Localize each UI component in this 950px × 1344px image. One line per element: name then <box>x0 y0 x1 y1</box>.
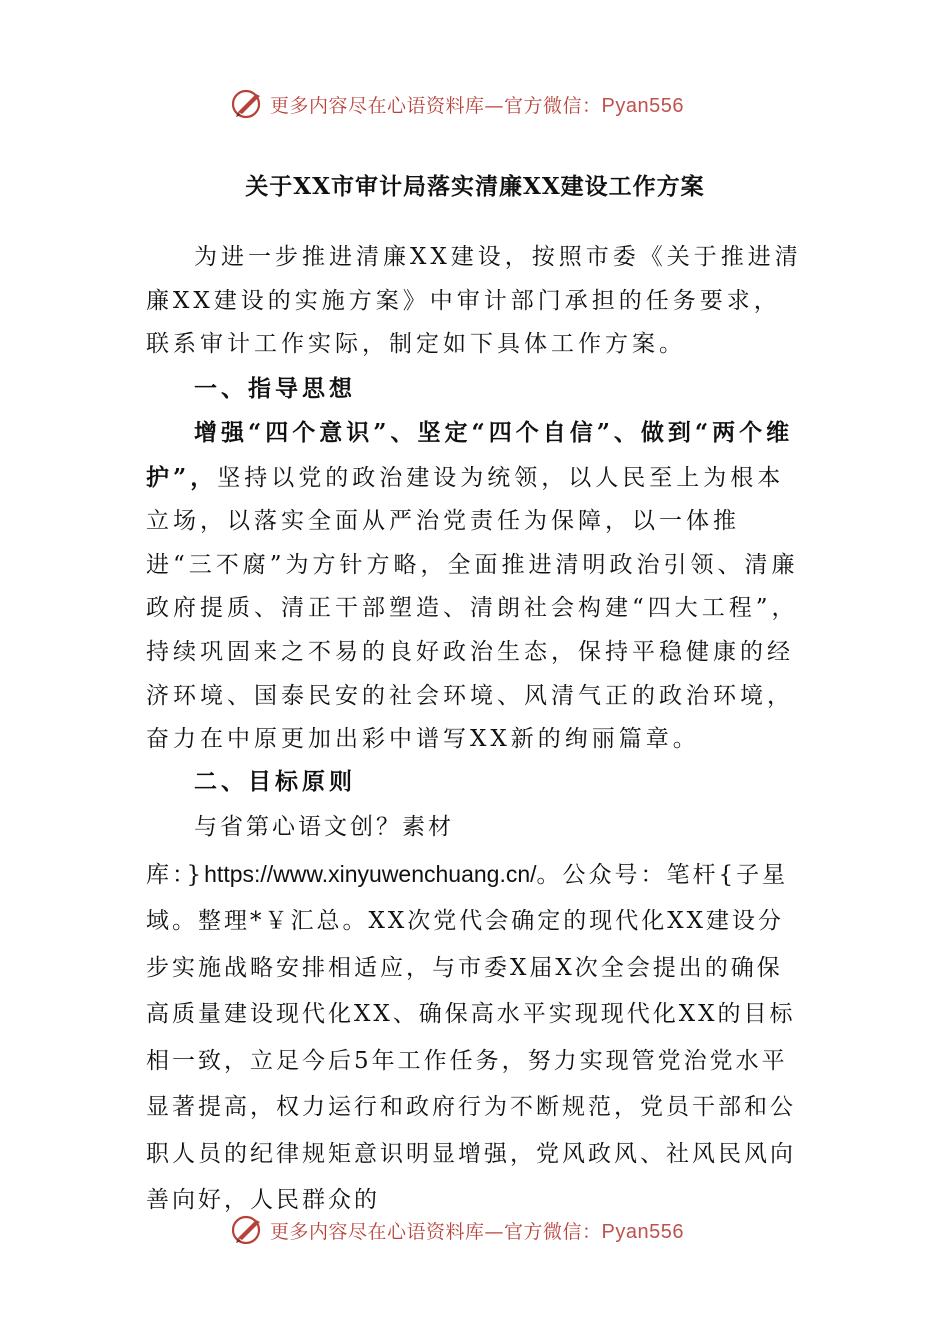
pen-logo-icon <box>230 86 266 122</box>
guiding-thought-lead: 增强“四个意识”、坚定“四个自信”、做到“两个维护”， <box>146 419 794 491</box>
watermark-wechat-id: Pyan556 <box>601 94 684 117</box>
document-title: 关于XX市审计局落实清廉XX建设工作方案 <box>245 173 705 200</box>
goals-url-link[interactable]: https://www.xinyuwenchuang.cn/ <box>204 860 537 887</box>
guiding-thought-body: 坚持以党的政治建设为统领，以人民至上为根本立场，以落实全面从严治党责任为保障，以一体推进“三不腐”为方针方略，全面推进清明政治引领、清廉政府提质、清正干部塑造、清朗社会构建“四大工程”，持续巩固来之不易的良好政治生态，保持平稳健康的经济环境、国泰民安的社会环境、风清气正的政治环境，奋力在中原更加出彩中谱写XX新的绚丽篇章。 <box>146 464 799 753</box>
goals-body: 。公众号：笔杆{子星域。整理*￥汇总。XX次党代会确定的现代化XX建设分步实施战略安排相适应，与市委X届X次全会提出的确保高质量建设现代化XX、确保高水平实现现代化XX的目标相一致，立足今后5年工作任务，努力实现管党治党水平显著提高，权力运行和政府行为不断规范，党员干部和公职人员的纪律规矩意识明显增强，党风政风、社风民风向善向好，人民群众的 <box>146 861 796 1213</box>
heading-guiding-thought: 一、指导思想 <box>194 375 356 402</box>
watermark-banner-top <box>230 84 750 124</box>
intro-text: 为进一步推进清廉XX建设，按照市委《关于推进清廉XX建设的实施方案》中审计部门承担的任务要求，联系审计工作实际，制定如下具体工作方案。 <box>146 244 802 358</box>
watermark-banner-bottom <box>230 1210 750 1250</box>
guiding-thought-paragraph <box>146 411 806 762</box>
intro-paragraph <box>146 236 806 367</box>
watermark-text: 更多内容尽在心语资料库—官方微信：Pyan556 <box>270 1220 684 1243</box>
pen-logo-icon <box>230 1212 266 1248</box>
goals-lead: 与省第心语文创？素材库：} <box>146 814 454 888</box>
goals-paragraph <box>146 804 806 1224</box>
watermark-wechat-id: Pyan556 <box>601 1220 684 1243</box>
watermark-text: 更多内容尽在心语资料库—官方微信：Pyan556 <box>270 94 684 117</box>
heading-goals-principles: 二、目标原则 <box>194 768 356 795</box>
